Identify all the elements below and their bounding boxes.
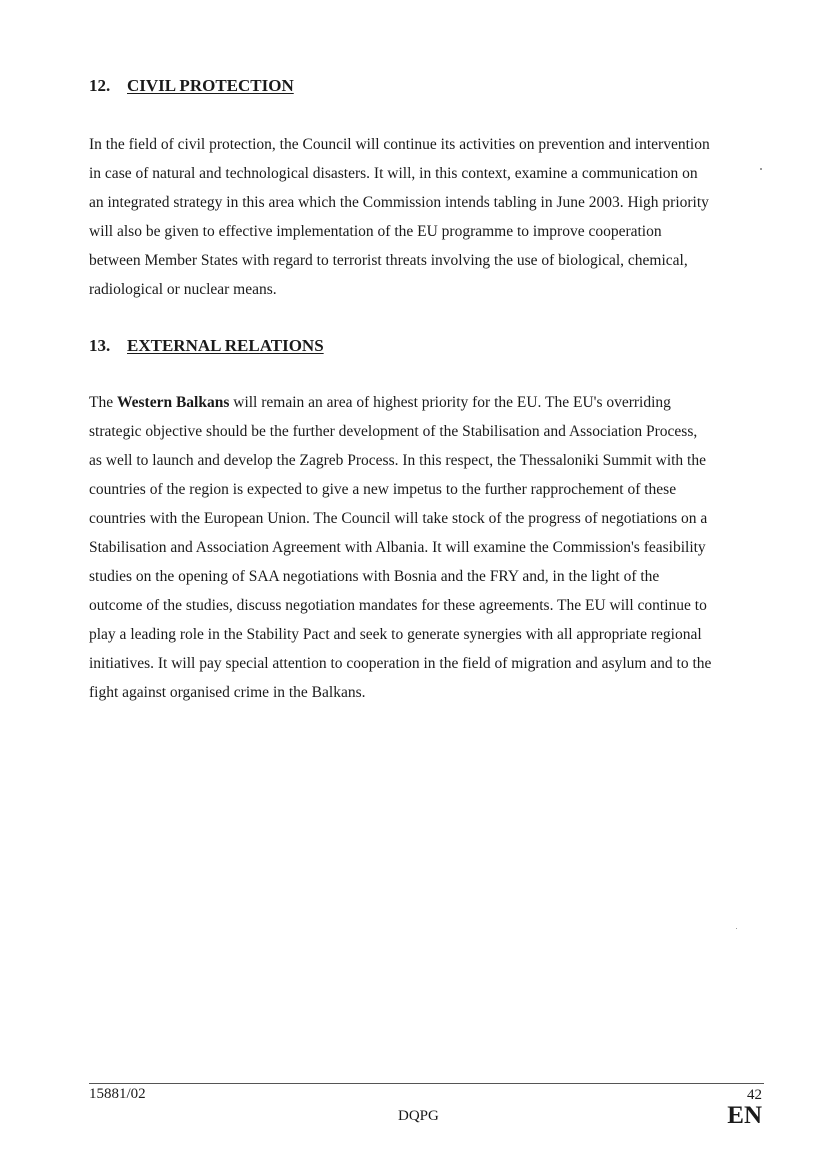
section-12-heading bbox=[89, 76, 294, 96]
civil-protection-paragraph bbox=[89, 130, 765, 304]
paragraph-line bbox=[89, 388, 765, 417]
directorate-code: DQPG bbox=[398, 1108, 439, 1124]
section-title: EXTERNAL RELATIONS bbox=[127, 336, 324, 355]
paragraph-line: an integrated strategy in this area which the Commission intends tabling in June 2003. High priority bbox=[89, 194, 709, 211]
paragraph-line: strategic objective should be the further development of the Stabilisation and Association Process, bbox=[89, 423, 698, 440]
paragraph-line: outcome of the studies, discuss negotiation mandates for these agreements. The EU will continue to bbox=[89, 597, 707, 614]
section-title: CIVIL PROTECTION bbox=[127, 76, 294, 95]
external-relations-paragraph bbox=[89, 388, 765, 707]
section-13-heading bbox=[89, 336, 324, 356]
footer-divider bbox=[89, 1083, 764, 1084]
paragraph-line: Stabilisation and Association Agreement with Albania. It will examine the Commission's feasibility bbox=[89, 539, 706, 556]
document-number: 15881/02 bbox=[89, 1086, 146, 1102]
paragraph-line: studies on the opening of SAA negotiations with Bosnia and the FRY and, in the light of the bbox=[89, 568, 660, 585]
first-line-prefix: The bbox=[89, 394, 117, 411]
scan-speck bbox=[760, 168, 762, 170]
scan-speck bbox=[736, 928, 737, 929]
page-number: 42 bbox=[747, 1087, 762, 1103]
language-code: EN bbox=[727, 1102, 762, 1129]
western-balkans-bold: Western Balkans bbox=[116, 394, 230, 411]
first-line-suffix: will remain an area of highest priority for the EU. The EU's overriding bbox=[229, 394, 671, 411]
paragraph-line: as well to launch and develop the Zagreb Process. In this respect, the Thessaloniki Summit with the bbox=[89, 452, 706, 469]
paragraph-line: play a leading role in the Stability Pact and seek to generate synergies with all appropriate regional bbox=[89, 626, 702, 643]
paragraph-line: In the field of civil protection, the Council will continue its activities on prevention and intervention bbox=[89, 136, 710, 153]
paragraph-line: initiatives. It will pay special attention to cooperation in the field of migration and asylum and to the bbox=[89, 655, 712, 672]
paragraph-line: between Member States with regard to terrorist threats involving the use of biological, chemical, bbox=[89, 252, 688, 269]
section-number: 13. bbox=[89, 336, 111, 355]
paragraph-line: countries with the European Union. The Council will take stock of the progress of negotiations on a bbox=[89, 510, 708, 527]
paragraph-line: radiological or nuclear means. bbox=[89, 281, 277, 298]
paragraph-line: countries of the region is expected to give a new impetus to the further rapprochement of these bbox=[89, 481, 677, 498]
paragraph-line: fight against organised crime in the Balkans. bbox=[89, 684, 366, 701]
section-number: 12. bbox=[89, 76, 111, 95]
paragraph-line: will also be given to effective implementation of the EU programme to improve cooperation bbox=[89, 223, 662, 240]
paragraph-line: in case of natural and technological disasters. It will, in this context, examine a communication on bbox=[89, 165, 698, 182]
